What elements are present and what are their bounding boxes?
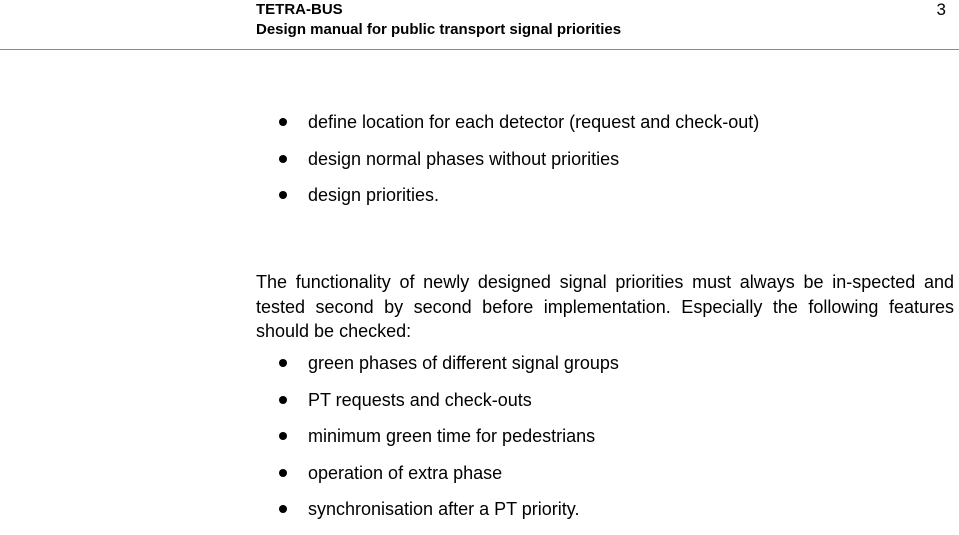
list-item <box>0 498 959 535</box>
list-item-text: define location for each detector (request and check-out) <box>308 112 760 132</box>
list-item <box>0 111 959 148</box>
list-item <box>0 389 959 426</box>
bullet-icon <box>279 432 287 440</box>
list-item-text: operation of extra phase <box>308 462 503 483</box>
page-header <box>256 0 946 48</box>
document-title: TETRA-BUS <box>256 1 343 18</box>
bullet-icon <box>279 191 287 199</box>
list-item-text: green phases of different signal groups <box>308 353 619 373</box>
bullet-icon <box>279 118 287 126</box>
list-item-text: design normal phases without priorities <box>308 148 620 169</box>
bullet-icon <box>279 396 287 404</box>
bullet-list-design-steps <box>0 111 959 221</box>
bullet-icon <box>279 469 287 477</box>
list-item <box>0 462 959 499</box>
bullet-icon <box>279 359 287 367</box>
bullet-icon <box>279 505 287 513</box>
document-subtitle: Design manual for public transport signal priorities <box>256 21 622 38</box>
page-number: 3 <box>936 0 946 19</box>
list-item <box>0 352 959 389</box>
list-item <box>0 148 959 185</box>
body-paragraph: The functionality of newly designed signal priorities must always be in-spected and tested second by second before implementation. Especially the following features should be checked: <box>256 272 954 341</box>
header-divider <box>0 49 959 50</box>
list-item <box>0 425 959 462</box>
list-item <box>0 184 959 221</box>
list-item-text: minimum green time for pedestrians <box>308 426 596 446</box>
bullet-list-check-features <box>0 352 959 535</box>
list-item-text: design priorities. <box>308 185 440 205</box>
bullet-icon <box>279 155 287 163</box>
list-item-text: PT requests and check-outs <box>308 389 532 410</box>
list-item-text: synchronisation after a PT priority. <box>308 499 580 519</box>
